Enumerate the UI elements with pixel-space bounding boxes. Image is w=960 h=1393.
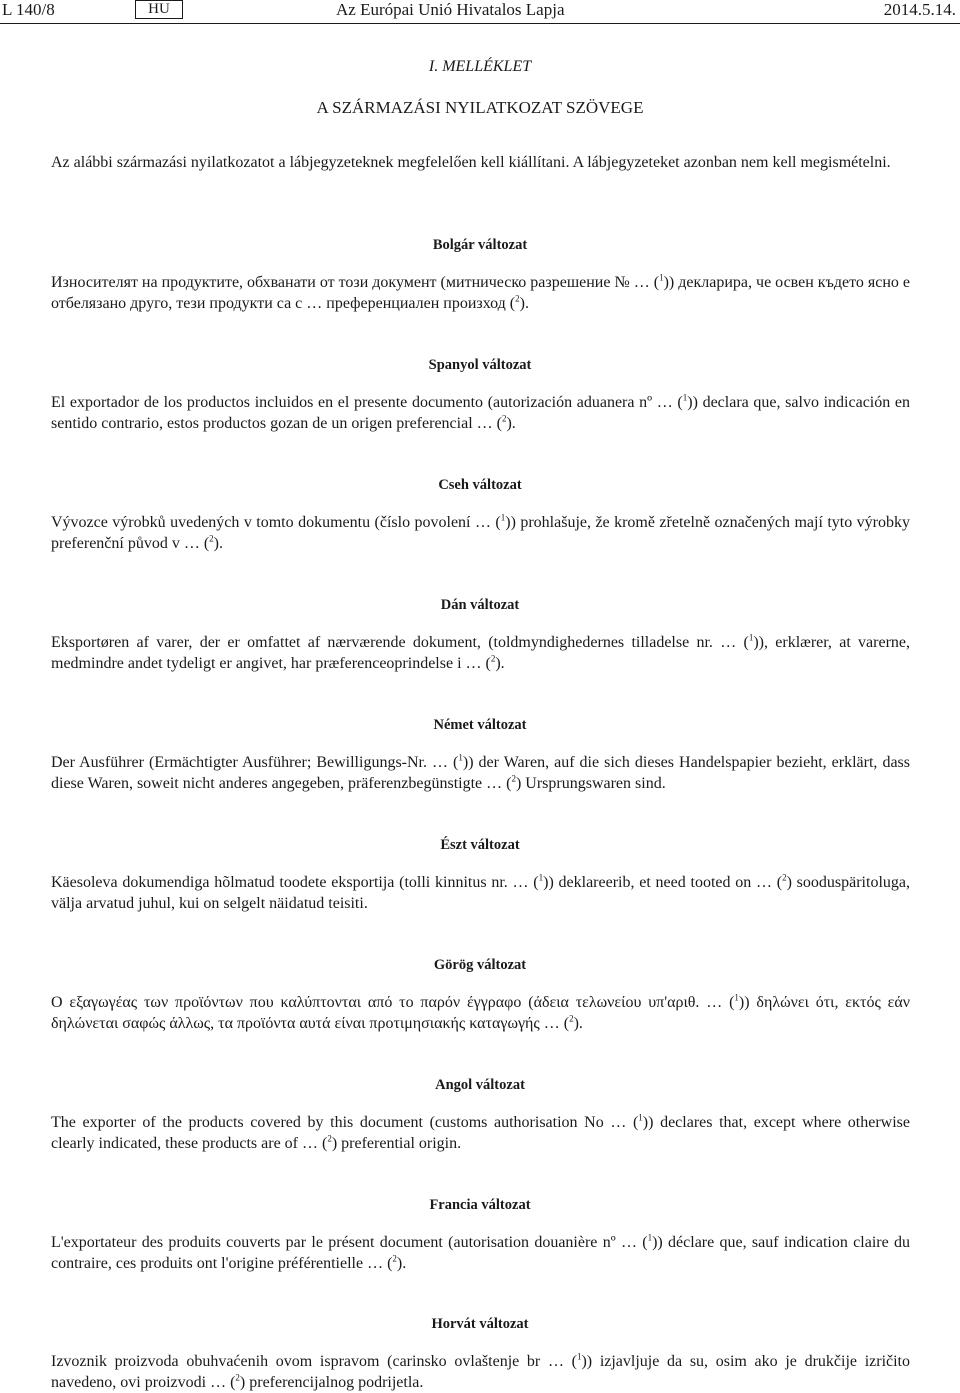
section-title: Horvát változat [431, 1316, 529, 1332]
section-paragraph: Eksportøren af varer, der er omfattet af nærværende dokument, (toldmyndighedernes tilladelse nr. … ($^1$)), erklærer, at varerne, medmindre andet tydeligt er angivet, har præferenceoprindelse i … ($^2$). [51, 632, 911, 672]
section-title: Angol változat [435, 1077, 525, 1093]
annex-label: I. MELLÉKLET [428, 58, 532, 75]
section-title: Bolgár változat [432, 237, 528, 253]
section-title: Német változat [433, 717, 527, 733]
section-title: Cseh változat [438, 477, 522, 493]
section-paragraph: Der Ausführer (Ermächtigter Ausführer; Bewilligungs-Nr. … ($^1$)) der Waren, auf die sich dieses Handelspapier bezieht, erklärt, dass diese Waren, soweit nicht anderes angegeben, präferenzbegünstigte … ($^2$) Ursprungswaren sind. [51, 752, 911, 792]
intro-paragraph: Az alábbi származási nyilatkozatot a lábjegyzeteknek megfelelően kell kiállítani. A lábjegyzeteket azonban nem kell megismételni. [51, 154, 891, 171]
section-paragraph: Izvoznik proizvoda obuhvaćenih ovom ispravom (carinsko ovlaštenje br … ($^1$)) izjavljuje da su, osim ako je drukčije izričito navedeno, ovi proizvodi … ($^2$) preferencijalnog podrijetla. [51, 1351, 911, 1391]
section-paragraph: Ο εξαγωγέας των προϊόντων που καλύπτονται από το παρόν έγγραφο (άδεια τελωνείου υπ'αριθ. … ($^1$)) δηλώνει ότι, εκτός εάν δηλώνεται σαφώς άλλως, τα προϊόντα αυτά είναι προτιμησιακής καταγωγής … ($^2$). [51, 992, 910, 1032]
journal-title: Az Európai Unió Hivatalos Lapja [336, 0, 565, 19]
publication-date: 2014.5.14. [883, 0, 956, 19]
language-code-box: HU [135, 0, 183, 19]
section-title: Észt változat [440, 837, 520, 853]
section-paragraph: The exporter of the products covered by this document (customs authorisation No … ($^1$)) declares that, except where otherwise clearly indicated, these products are of … ($^2$) preferential origin. [51, 1112, 911, 1152]
section-paragraph: Käesoleva dokumendiga hõlmatud toodete eksportija (tolli kinnitus nr. … ($^1$)) deklareerib, et need tooted on … ($^2$) sooduspäritoluga, välja arvatud juhul, kui on selgelt näidatud teisiti. [51, 872, 910, 912]
section-title: Görög változat [433, 957, 527, 973]
section-title: Dán változat [440, 597, 520, 613]
section-title: Spanyol változat [428, 357, 532, 373]
section-paragraph: El exportador de los productos incluidos en el presente documento (autorización aduanera nº … ($^1$)) declara que, salvo indicación en sentido contrario, estos productos gozan de un origen preferencial … ($^2$). [51, 392, 911, 432]
page-header [0, 0, 960, 22]
section-paragraph: L'exportateur des produits couverts par le présent document (autorisation douanière nº … ($^1$)) déclare que, sauf indication claire du contraire, ces produits ont l'origine préférentielle … ($^2$). [51, 1232, 910, 1272]
header-rule [0, 23, 960, 24]
page-reference: L 140/8 [2, 0, 55, 19]
section-paragraph: Износителят на продуктите, обхванати от този документ (митническо разрешение № … ($^1$)) декларира, че освен където ясно е отбелязано друго, тези продукти са с … преференциален произход ($^2$). [51, 272, 911, 312]
document-title: A SZÁRMAZÁSI NYILATKOZAT SZÖVEGE [316, 98, 644, 117]
section-title: Francia változat [429, 1197, 531, 1213]
section-paragraph: Vývozce výrobků uvedených v tomto dokumentu (číslo povolení … ($^1$)) prohlašuje, že kromě zřetelně označených mají tyto výrobky preferenční původ v … ($^2$). [51, 512, 911, 552]
